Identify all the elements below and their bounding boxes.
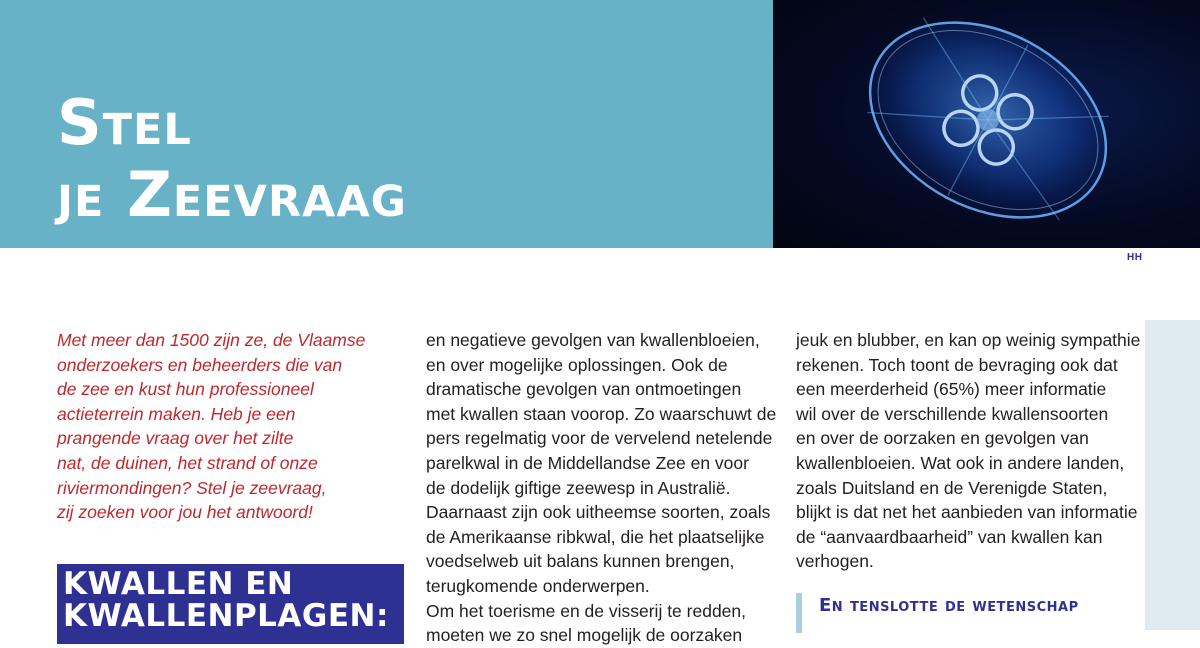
section-heading-box — [57, 564, 404, 644]
intro-paragraph — [57, 328, 402, 525]
text-line: dramatische gevolgen van ontmoetingen — [426, 379, 742, 400]
text-line: voedselweb uit balans kunnen brengen, — [426, 551, 735, 572]
text-line: terugkomende onderwerpen. — [426, 575, 650, 596]
sidebar-panel — [1145, 320, 1200, 630]
subheading: En tenslotte de wetenschap — [819, 595, 1079, 616]
section-heading — [57, 564, 404, 632]
text-line: en negatieve gevolgen van kwallenbloeien, — [426, 330, 760, 350]
intro-line: onderzoekers en beheerders die van — [57, 354, 343, 375]
text-line: kwallenbloeien. Wat ook in andere landen, — [796, 452, 1125, 473]
text-line: pers regelmatig voor de vervelend netelende — [426, 428, 773, 449]
intro-line: actieterrein maken. Heb je een — [57, 403, 296, 424]
article-column-3 — [796, 328, 1141, 574]
text-line: moeten we zo snel mogelijk de oorzaken — [426, 625, 743, 646]
subheading-block — [796, 593, 1079, 633]
text-line: en over mogelijke oplossingen. Ook de — [426, 354, 728, 375]
intro-line: Met meer dan 1500 zijn ze, de Vlaamse — [57, 330, 366, 350]
text-line: parelkwal in de Middellandse Zee en voor — [426, 452, 749, 473]
section-heading-line-2: KWALLENPLAGEN: — [63, 598, 389, 634]
title-line-2: je Zeevraag — [57, 158, 407, 231]
text-line: Daarnaast zijn ook uitheemse soorten, zoals — [426, 502, 771, 523]
text-line: zoals Duitsland en de Verenigde Staten, — [796, 477, 1108, 498]
article-column-2 — [426, 328, 776, 648]
intro-line: nat, de duinen, het strand of onze — [57, 452, 318, 473]
text-line: en over de oorzaken en gevolgen van — [796, 428, 1089, 449]
text-line: blijkt is dat net het aanbieden van informatie — [796, 502, 1138, 523]
text-line: rekenen. Toch toont de bevraging ook dat — [796, 354, 1118, 375]
intro-line: prangende vraag over het zilte — [57, 428, 294, 449]
text-line: jeuk en blubber, en kan op weinig sympathie — [796, 330, 1141, 350]
intro-line: de zee en kust hun professioneel — [57, 379, 314, 400]
intro-line: zij zoeken voor jou het antwoord! — [57, 502, 313, 523]
text-line: wil over de verschillende kwallensoorten — [796, 403, 1109, 424]
section-heading-line-1: KWALLEN EN — [63, 566, 294, 602]
title-line-1: Stel — [57, 86, 192, 159]
photo-credit: HH — [1127, 252, 1143, 263]
text-line: de “aanvaardbaarheid” van kwallen kan — [796, 526, 1103, 547]
text-line: verhogen. — [796, 551, 874, 572]
text-line: de Amerikaanse ribkwal, die het plaatselijke — [426, 526, 765, 547]
text-line: een meerderheid (65%) meer informatie — [796, 379, 1107, 400]
text-line: Om het toerisme en de visserij te redden, — [426, 600, 747, 621]
page-title — [57, 87, 407, 231]
jellyfish-photo — [773, 0, 1200, 248]
text-line: de dodelijk giftige zeewesp in Australië. — [426, 477, 731, 498]
intro-line: riviermondingen? Stel je zeevraag, — [57, 477, 327, 498]
text-line: met kwallen staan voorop. Zo waarschuwt de — [426, 403, 777, 424]
